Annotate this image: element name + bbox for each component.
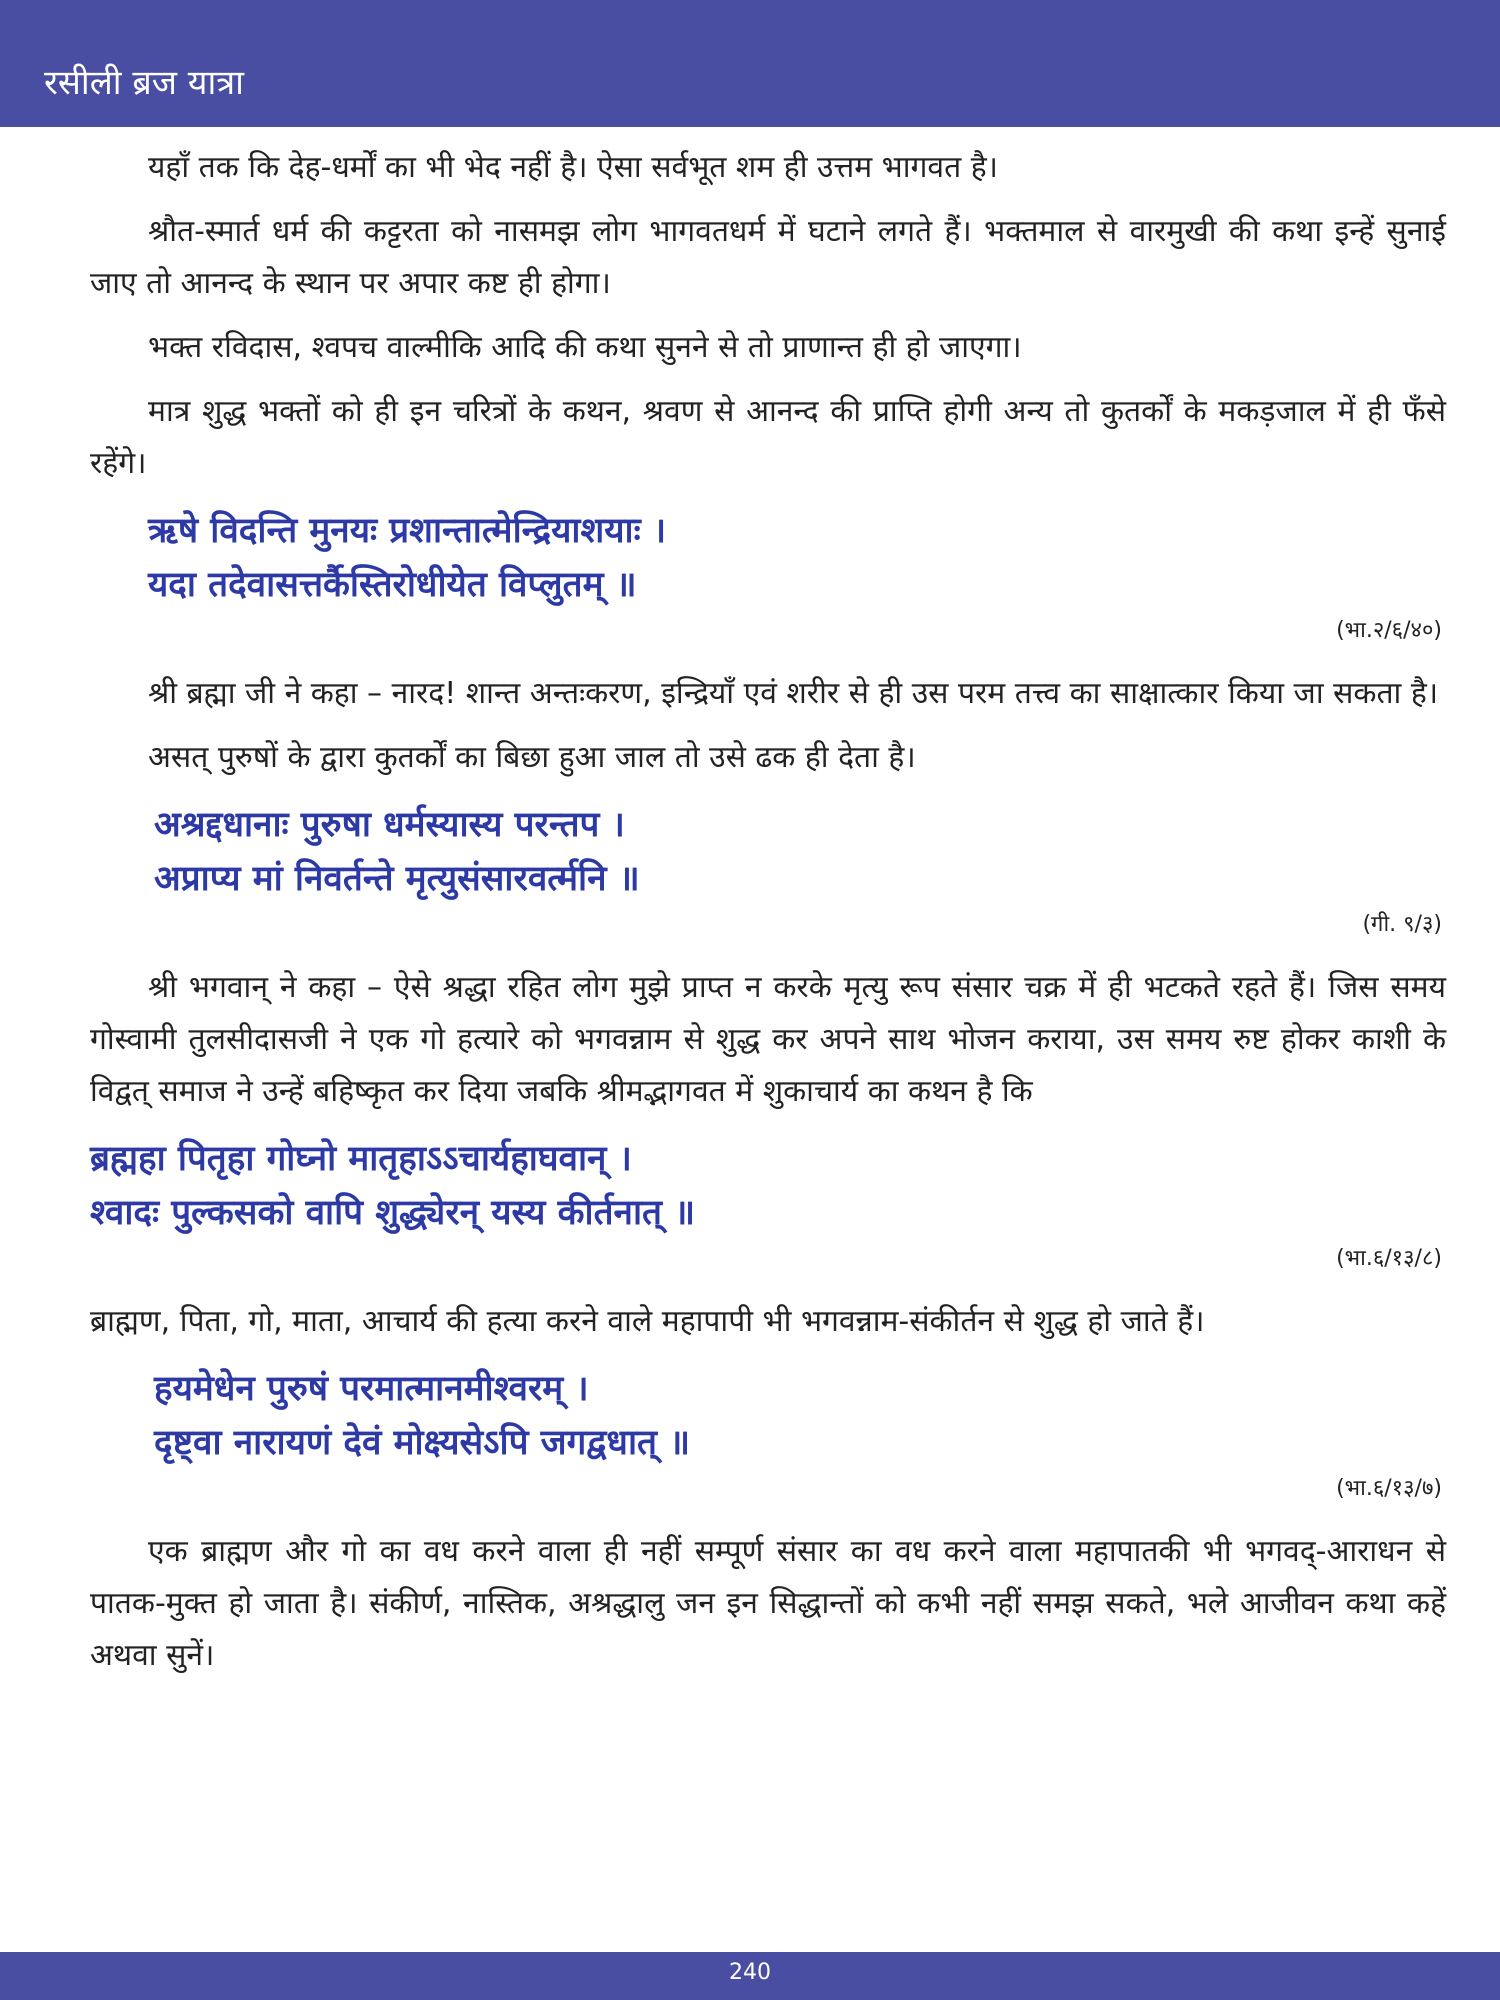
shloka-3 <box>90 1132 1446 1240</box>
paragraph-4: मात्र शुद्ध भक्तों को ही इन चरित्रों के कथन, श्रवण से आनन्द की प्राप्ति होगी अन्य तो कुतर्कों के मकड़जाल में ही फँसे रहेंगे। <box>90 394 1446 481</box>
paragraph-2: श्रौत-स्मार्त धर्म की कट्टरता को नासमझ लोग भागवतधर्म में घटाने लगते हैं। भक्तमाल से वारमुखी की कथा इन्हें सुनाई जाए तो आनन्द के स्थान पर अपार कष्ट ही होगा। <box>90 214 1446 301</box>
paragraph-6: असत् पुरुषों के द्वारा कुतर्कों का बिछा हुआ जाल तो उसे ढक ही देता है। <box>148 740 916 775</box>
page-content <box>90 142 1446 1694</box>
footer-band <box>0 1952 1500 2000</box>
book-title: रसीली ब्रज यात्रा <box>44 63 244 103</box>
shloka-1-line-1: ऋषे विदन्ति मुनयः प्रशान्तात्मेन्द्रियाशयाः । <box>148 511 667 551</box>
shloka-3-line-2: श्वादः पुल्कसको वापि शुद्ध्येरन् यस्य कीर्तनात् ॥ <box>90 1193 696 1233</box>
paragraph-3: भक्त रविदास, श्वपच वाल्मीकि आदि की कथा सुनने से तो प्राणान्त ही हो जाएगा। <box>148 330 1022 365</box>
paragraph-8: ब्राह्मण, पिता, गो, माता, आचार्य की हत्या करने वाले महापापी भी भगवन्नाम-संकीर्तन से शुद्ध हो जाते हैं। <box>90 1304 1205 1339</box>
shloka-2-line-1: अश्रद्दधानाः पुरुषा धर्मस्यास्य परन्तप । <box>154 805 625 845</box>
paragraph-1: यहाँ तक कि देह-धर्मों का भी भेद नहीं है। ऐसा सर्वभूत शम ही उत्तम भागवत है। <box>148 150 999 185</box>
shloka-2-line-2: अप्राप्य मां निवर्तन्ते मृत्युसंसारवर्त्मनि ॥ <box>154 859 640 899</box>
paragraph-7: श्री भगवान् ने कहा – ऐसे श्रद्धा रहित लोग मुझे प्राप्त न करके मृत्यु रूप संसार चक्र में ही भटकते रहते हैं। जिस समय गोस्वामी तुलसीदासजी ने एक गो हत्यारे को भगवन्नाम से शुद्ध कर अपने साथ भोजन कराया, उस समय रुष्ट होकर काशी के विद्वत् समाज ने उन्हें बहिष्कृत कर दिया जबकि श्रीमद्भागवत में शुकाचार्य का कथन है कि <box>90 970 1446 1109</box>
reference-4: (भा.६/१३/७) <box>1336 1476 1442 1501</box>
header-band <box>0 0 1500 127</box>
reference-3: (भा.६/१३/८) <box>1336 1246 1442 1271</box>
shloka-2 <box>90 798 1446 906</box>
shloka-4 <box>90 1362 1446 1470</box>
page-number: 240 <box>729 1960 771 1985</box>
shloka-4-line-1: हयमेधेन पुरुषं परमात्मानमीश्वरम् । <box>154 1369 589 1409</box>
shloka-4-line-2: दृष्ट्वा नारायणं देवं मोक्ष्यसेऽपि जगद्वधात् ॥ <box>154 1423 691 1463</box>
shloka-1 <box>90 504 1446 612</box>
reference-2: (गी. ९/३) <box>1362 912 1442 937</box>
shloka-1-line-2: यदा तदेवासत्तर्कैस्तिरोधीयेत विप्लुतम् ॥ <box>148 565 637 605</box>
paragraph-5: श्री ब्रह्मा जी ने कहा – नारद! शान्त अन्तःकरण, इन्द्रियाँ एवं शरीर से ही उस परम तत्त्व का साक्षात्कार किया जा सकता है। <box>148 676 1439 711</box>
reference-1: (भा.२/६/४०) <box>1336 618 1442 643</box>
shloka-3-line-1: ब्रह्महा पितृहा गोघ्नो मातृहाऽऽचार्यहाघवान् । <box>90 1139 632 1179</box>
paragraph-9: एक ब्राह्मण और गो का वध करने वाला ही नहीं सम्पूर्ण संसार का वध करने वाला महापातकी भी भगवद्-आराधन से पातक-मुक्त हो जाता है। संकीर्ण, नास्तिक, अश्रद्धालु जन इन सिद्धान्तों को कभी नहीं समझ सकते, भले आजीवन कथा कहें अथवा सुनें। <box>90 1534 1446 1673</box>
